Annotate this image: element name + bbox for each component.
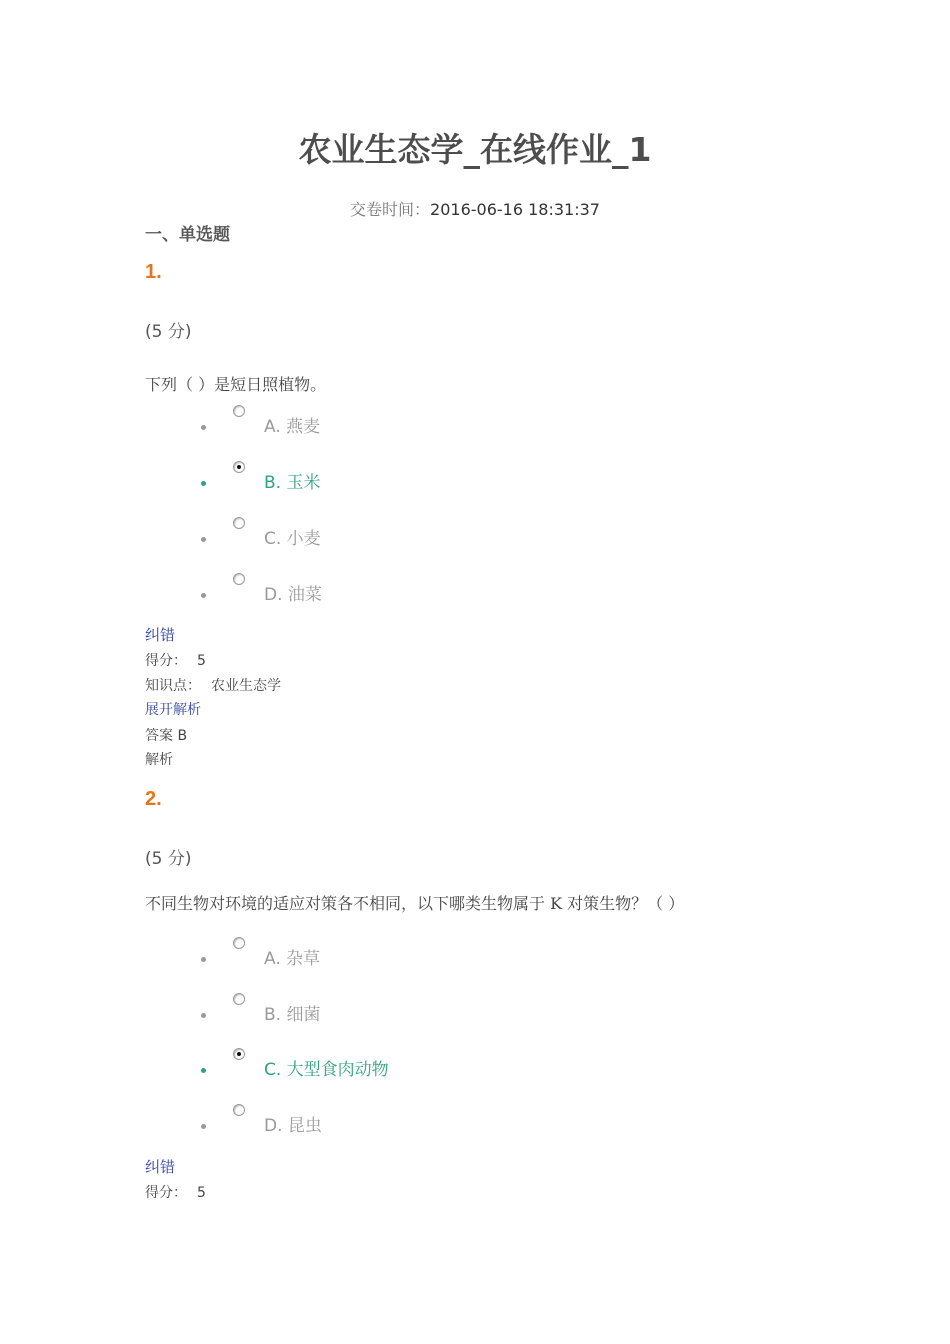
option-b[interactable] [195,993,795,1033]
option-label: B. 玉米 [264,473,321,493]
expand-analysis-link[interactable]: 展开解析 [145,702,201,718]
got-score-label: 得分： [145,653,187,669]
option-d[interactable] [195,1104,795,1144]
option-label: A. 杂草 [264,949,321,969]
option-a[interactable] [195,937,795,977]
option-label: B. 细菌 [264,1005,321,1025]
radio-dot-icon [237,1052,241,1056]
answer [145,726,187,746]
radio-button[interactable] [233,517,245,529]
got-score [145,1183,206,1203]
option-label: D. 昆虫 [264,1116,322,1136]
question-score: (5 分) [145,322,192,342]
question-number: 2. [145,788,162,810]
got-score [145,651,206,671]
got-score-label: 得分： [145,1185,187,1201]
answer-label: 答案 [145,728,173,744]
submit-time-label: 交卷时间： [350,200,431,219]
answer-value: B [177,728,188,744]
bullet-icon [201,1124,206,1129]
report-error-link[interactable]: 纠错 [145,626,176,644]
submit-time [0,199,950,221]
analysis-label: 解析 [145,752,173,768]
option-d[interactable] [195,573,795,613]
submit-time-value: 2016-06-16 18:31:37 [430,200,600,219]
bullet-icon [201,537,206,542]
knowledge-point [145,676,281,696]
option-label: C. 大型食肉动物 [264,1060,389,1080]
option-a[interactable] [195,405,795,445]
radio-button[interactable] [233,993,245,1005]
page-title: 农业生态学_在线作业_1 [298,130,652,169]
bullet-icon [201,593,206,598]
option-label: D. 油菜 [264,585,322,605]
question-stem: 下列（ ）是短日照植物。 [145,375,327,394]
knowledge-label: 知识点： [145,678,201,694]
radio-button[interactable] [233,405,245,417]
radio-button[interactable] [233,1104,245,1116]
question-stem: 不同生物对环境的适应对策各不相同，以下哪类生物属于 K 对策生物？（ ） [145,894,685,913]
got-score-value: 5 [197,653,206,669]
option-b[interactable] [195,461,795,501]
radio-button-checked[interactable] [233,461,245,473]
bullet-icon [201,425,206,430]
bullet-icon [201,1068,206,1073]
question-number: 1. [145,261,162,283]
radio-button[interactable] [233,573,245,585]
option-c[interactable] [195,1048,795,1088]
radio-button-checked[interactable] [233,1048,245,1060]
knowledge-value: 农业生态学 [211,678,281,694]
question-score: (5 分) [145,849,192,869]
section-title: 一、单选题 [145,225,230,245]
bullet-icon [201,481,206,486]
bullet-icon [201,1013,206,1018]
got-score-value: 5 [197,1185,206,1201]
radio-button[interactable] [233,937,245,949]
radio-dot-icon [237,465,241,469]
report-error-link[interactable]: 纠错 [145,1158,176,1176]
bullet-icon [201,957,206,962]
option-c[interactable] [195,517,795,557]
option-label: C. 小麦 [264,529,321,549]
option-label: A. 燕麦 [264,417,321,437]
